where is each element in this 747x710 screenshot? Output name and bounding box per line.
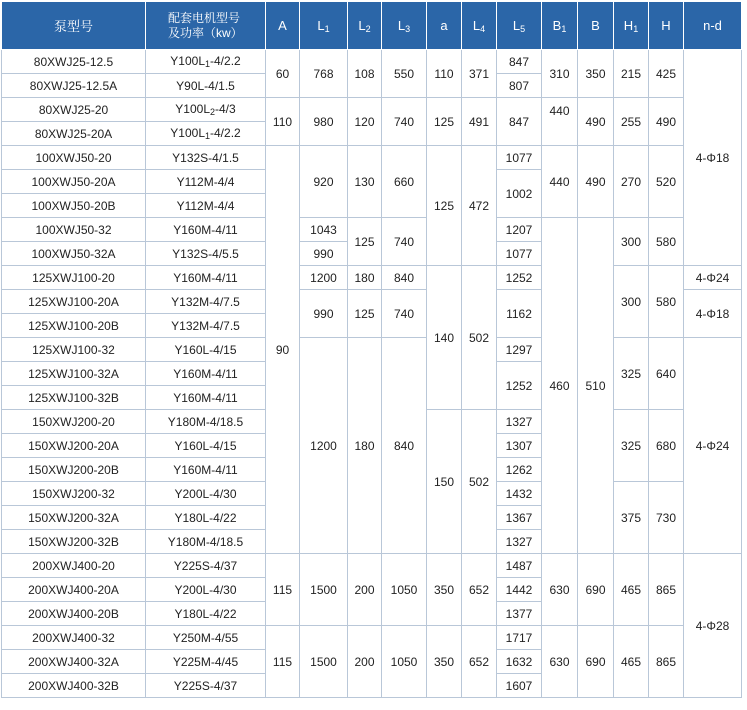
a-cell: 150 — [427, 410, 462, 554]
table-row — [2, 626, 742, 650]
motor-model-cell: Y160M-4/11 — [146, 266, 266, 290]
header-H: H — [649, 2, 684, 50]
motor-model-cell: Y132M-4/7.5 — [146, 290, 266, 314]
B-cell: 690 — [578, 554, 614, 626]
B1-cell: 630 — [542, 626, 578, 698]
A-cell: 110 — [266, 98, 300, 146]
A-cell: 60 — [266, 50, 300, 98]
motor-model-cell: Y180M-4/18.5 — [146, 410, 266, 434]
A-cell: 90 — [266, 146, 300, 554]
pump-model-cell: 125XWJ100-32 — [2, 338, 146, 362]
motor-model-cell: Y112M-4/4 — [146, 194, 266, 218]
L3-cell: 660 — [382, 146, 427, 218]
pump-model-cell: 150XWJ200-32 — [2, 482, 146, 506]
motor-model-cell: Y132S-4/5.5 — [146, 242, 266, 266]
H1-cell: 255 — [614, 98, 649, 146]
pump-model-cell: 100XWJ50-20B — [2, 194, 146, 218]
L1-cell: 920 — [300, 146, 348, 218]
a-cell: 350 — [427, 626, 462, 698]
L5-cell: 1162 — [497, 290, 542, 338]
pump-model-cell: 80XWJ25-20 — [2, 98, 146, 122]
pump-model-cell: 200XWJ400-32B — [2, 674, 146, 698]
motor-model-cell: Y160M-4/11 — [146, 362, 266, 386]
B1-cell: 630 — [542, 554, 578, 626]
pump-model-cell: 150XWJ200-20 — [2, 410, 146, 434]
L5-cell: 847 — [497, 50, 542, 74]
L5-cell: 1207 — [497, 218, 542, 242]
L1-cell: 990 — [300, 290, 348, 338]
pump-model-cell: 80XWJ25-20A — [2, 122, 146, 146]
H1-cell: 375 — [614, 482, 649, 554]
L5-cell: 1607 — [497, 674, 542, 698]
L4-cell: 491 — [462, 98, 497, 146]
L1-cell: 1200 — [300, 266, 348, 290]
motor-model-cell: Y180L-4/22 — [146, 506, 266, 530]
motor-model-cell: Y225S-4/37 — [146, 674, 266, 698]
n-d-cell: 4-Φ24 — [684, 338, 742, 554]
H-cell: 865 — [649, 554, 684, 626]
H-cell: 425 — [649, 50, 684, 98]
L5-cell: 1252 — [497, 266, 542, 290]
motor-model-cell: $Y100L_1-4/2.2$ — [146, 122, 266, 146]
H-cell: 730 — [649, 482, 684, 554]
L5-cell: 1297 — [497, 338, 542, 362]
L1-cell: 768 — [300, 50, 348, 98]
header-motor-model: 配套电机型号 及功率（kw） — [146, 2, 266, 50]
B1-cell: 440 — [542, 146, 578, 218]
pump-model-cell: 150XWJ200-20B — [2, 458, 146, 482]
a-cell: 140 — [427, 266, 462, 410]
a-cell: 125 — [427, 146, 462, 266]
H1-cell: 270 — [614, 146, 649, 218]
H-cell: 490 — [649, 98, 684, 146]
header-B1: $B_1$ — [542, 2, 578, 50]
L5-cell: 1327 — [497, 410, 542, 434]
pump-model-cell: 125XWJ100-20A — [2, 290, 146, 314]
H-cell: 640 — [649, 338, 684, 410]
motor-model-cell: Y200L-4/30 — [146, 578, 266, 602]
pump-model-cell: 125XWJ100-20 — [2, 266, 146, 290]
L2-cell: 200 — [348, 626, 382, 698]
L2-cell: 180 — [348, 266, 382, 290]
header-L1: $L_1$ — [300, 2, 348, 50]
L1-cell: 1500 — [300, 554, 348, 626]
spec-table — [1, 1, 742, 698]
motor-model-cell: Y160M-4/11 — [146, 386, 266, 410]
motor-model-cell: Y160L-4/15 — [146, 434, 266, 458]
L3-cell: 550 — [382, 50, 427, 98]
pump-model-cell: 150XWJ200-32A — [2, 506, 146, 530]
H-cell: 520 — [649, 146, 684, 218]
motor-model-cell: $Y100L_1-4/2.2$ — [146, 50, 266, 74]
L5-cell: 1717 — [497, 626, 542, 650]
L2-cell: 120 — [348, 98, 382, 146]
L3-cell: 740 — [382, 218, 427, 266]
motor-model-cell: Y90L-4/1.5 — [146, 74, 266, 98]
H1-cell: 325 — [614, 338, 649, 410]
pump-model-cell: 150XWJ200-20A — [2, 434, 146, 458]
table-row — [2, 98, 742, 122]
H-cell: 580 — [649, 218, 684, 266]
pump-model-cell: 200XWJ400-20A — [2, 578, 146, 602]
header-H1: $H_1$ — [614, 2, 649, 50]
H1-cell: 465 — [614, 554, 649, 626]
L5-cell: 1432 — [497, 482, 542, 506]
motor-model-cell: Y200L-4/30 — [146, 482, 266, 506]
n-d-cell: 4-Φ28 — [684, 554, 742, 698]
pump-model-cell: 200XWJ400-20 — [2, 554, 146, 578]
L5-cell: 807 — [497, 74, 542, 98]
pump-model-cell: 200XWJ400-20B — [2, 602, 146, 626]
L2-cell: 180 — [348, 338, 382, 554]
header-L2: $L_2$ — [348, 2, 382, 50]
L5-cell: 1632 — [497, 650, 542, 674]
table-row — [2, 266, 742, 290]
B-cell: 350 — [578, 50, 614, 98]
a-cell: 125 — [427, 98, 462, 146]
L5-cell: 1262 — [497, 458, 542, 482]
motor-model-cell: Y132M-4/7.5 — [146, 314, 266, 338]
L1-cell: 1200 — [300, 338, 348, 554]
L5-cell: 1002 — [497, 170, 542, 218]
L1-cell: 990 — [300, 242, 348, 266]
motor-model-cell: Y112M-4/4 — [146, 170, 266, 194]
header-A: A — [266, 2, 300, 50]
L3-cell: 840 — [382, 338, 427, 554]
A-cell: 115 — [266, 626, 300, 698]
B-cell: 490 — [578, 146, 614, 218]
table-row — [2, 50, 742, 74]
B-cell: 510 — [578, 218, 614, 554]
H1-cell: 325 — [614, 410, 649, 482]
header-L4: $L_4$ — [462, 2, 497, 50]
L3-cell: 1050 — [382, 626, 427, 698]
motor-model-cell: Y250M-4/55 — [146, 626, 266, 650]
L2-cell: 108 — [348, 50, 382, 98]
L5-cell: 1442 — [497, 578, 542, 602]
L5-cell: 1327 — [497, 530, 542, 554]
L5-cell: 1077 — [497, 146, 542, 170]
L5-cell: 1487 — [497, 554, 542, 578]
pump-model-cell: 125XWJ100-20B — [2, 314, 146, 338]
L1-cell: 1500 — [300, 626, 348, 698]
L1-cell: 980 — [300, 98, 348, 146]
L4-cell: 652 — [462, 554, 497, 626]
header-L3: $L_3$ — [382, 2, 427, 50]
H-cell: 680 — [649, 410, 684, 482]
motor-model-cell: Y225M-4/45 — [146, 650, 266, 674]
pump-model-cell: 100XWJ50-32A — [2, 242, 146, 266]
n-d-cell: 4-Φ18 — [684, 290, 742, 338]
pump-model-cell: 125XWJ100-32A — [2, 362, 146, 386]
table-row — [2, 218, 742, 242]
B-cell: 490 — [578, 98, 614, 146]
H-cell: 580 — [649, 266, 684, 338]
header-L5: $L_5$ — [497, 2, 542, 50]
L2-cell: 125 — [348, 290, 382, 338]
B1-cell: 310 — [542, 50, 578, 98]
L3-cell: 840 — [382, 266, 427, 290]
motor-model-cell: Y225S-4/37 — [146, 554, 266, 578]
L4-cell: 652 — [462, 626, 497, 698]
L1-cell: 1043 — [300, 218, 348, 242]
header-B: B — [578, 2, 614, 50]
pump-model-cell: 80XWJ25-12.5A — [2, 74, 146, 98]
motor-model-cell: Y160M-4/11 — [146, 218, 266, 242]
pump-model-cell: 200XWJ400-32 — [2, 626, 146, 650]
header-n-d: n-d — [684, 2, 742, 50]
motor-model-cell: Y160M-4/11 — [146, 458, 266, 482]
L5-cell: 847 — [497, 98, 542, 146]
L3-cell: 740 — [382, 290, 427, 338]
H1-cell: 465 — [614, 626, 649, 698]
pump-model-cell: 100XWJ50-32 — [2, 218, 146, 242]
L2-cell: 130 — [348, 146, 382, 218]
B1-cell: 440 — [542, 98, 578, 146]
a-cell: 350 — [427, 554, 462, 626]
L2-cell: 200 — [348, 554, 382, 626]
pump-model-cell: 100XWJ50-20 — [2, 146, 146, 170]
L5-cell: 1377 — [497, 602, 542, 626]
motor-model-cell: Y180L-4/22 — [146, 602, 266, 626]
L5-cell: 1367 — [497, 506, 542, 530]
header-pump-model: 泵型号 — [2, 2, 146, 50]
table-row — [2, 554, 742, 578]
pump-model-cell: 125XWJ100-32B — [2, 386, 146, 410]
a-cell: 110 — [427, 50, 462, 98]
header-a: a — [427, 2, 462, 50]
motor-model-cell: Y132S-4/1.5 — [146, 146, 266, 170]
H1-cell: 300 — [614, 218, 649, 266]
L4-cell: 502 — [462, 410, 497, 554]
L4-cell: 502 — [462, 266, 497, 410]
B1-cell: 460 — [542, 218, 578, 554]
n-d-cell: 4-Φ18 — [684, 50, 742, 266]
H1-cell: 300 — [614, 266, 649, 338]
pump-model-cell: 100XWJ50-20A — [2, 170, 146, 194]
B-cell: 690 — [578, 626, 614, 698]
L3-cell: 740 — [382, 98, 427, 146]
A-cell: 115 — [266, 554, 300, 626]
motor-model-cell: Y160L-4/15 — [146, 338, 266, 362]
motor-model-cell: Y180M-4/18.5 — [146, 530, 266, 554]
header-row — [2, 2, 742, 50]
L4-cell: 371 — [462, 50, 497, 98]
L2-cell: 125 — [348, 218, 382, 266]
table-row — [2, 338, 742, 362]
table-row — [2, 146, 742, 170]
L5-cell: 1307 — [497, 434, 542, 458]
motor-model-cell: $Y100L_2-4/3$ — [146, 98, 266, 122]
n-d-cell: 4-Φ24 — [684, 266, 742, 290]
pump-model-cell: 200XWJ400-32A — [2, 650, 146, 674]
L5-cell: 1252 — [497, 362, 542, 410]
L4-cell: 472 — [462, 146, 497, 266]
pump-model-cell: 80XWJ25-12.5 — [2, 50, 146, 74]
pump-model-cell: 150XWJ200-32B — [2, 530, 146, 554]
L3-cell: 1050 — [382, 554, 427, 626]
H-cell: 865 — [649, 626, 684, 698]
H1-cell: 215 — [614, 50, 649, 98]
L5-cell: 1077 — [497, 242, 542, 266]
